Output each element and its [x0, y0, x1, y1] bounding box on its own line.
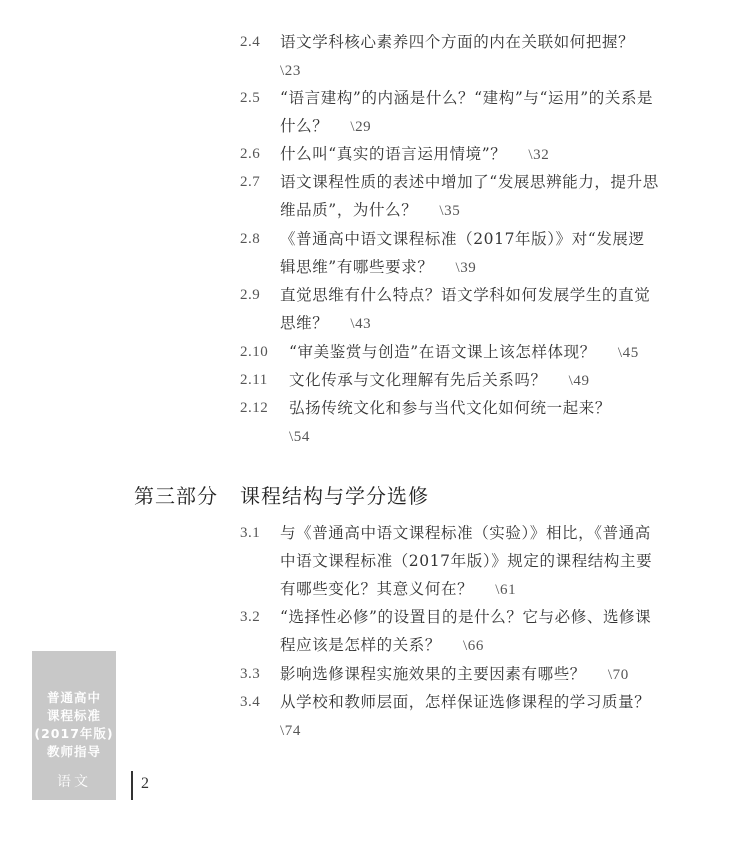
page-number: 2: [141, 775, 149, 792]
series-line: 普通高中: [46, 690, 101, 705]
entry-page: \74: [280, 723, 301, 739]
book-series-tab: [32, 651, 116, 800]
entry-number: 2.7: [240, 174, 261, 190]
entry-page: \29: [350, 119, 372, 135]
series-line: 课程标准: [46, 708, 101, 723]
toc-entry-3-4[interactable]: [240, 688, 660, 745]
entry-number: 3.4: [240, 694, 261, 710]
page-number-divider: [131, 771, 133, 800]
entry-title: “选择性必修”的设置目的是什么？它与必修、选修课程应该是怎样的关系？: [280, 608, 652, 654]
entry-title: 语文课程性质的表述中增加了“发展思辨能力，提升思维品质”，为什么？: [280, 173, 659, 219]
toc-entry-2-7[interactable]: [240, 168, 660, 225]
entry-page: \61: [495, 582, 517, 598]
entry-page: \43: [350, 316, 372, 332]
entry-title: “审美鉴赏与创造”在语文课上该怎样体现？: [289, 343, 596, 361]
series-line: (2017年版): [34, 726, 114, 741]
toc-entry-3-2[interactable]: [240, 603, 660, 660]
entry-title: 与《普通高中语文课程标准（实验）》相比，《普通高中语文课程标准（2017年版）》规定的课程结构主要有哪些变化？其意义何在？: [280, 524, 653, 598]
entry-title: “语言建构”的内涵是什么？“建构”与“运用”的关系是什么？: [280, 89, 654, 135]
subject-label: 语文: [57, 774, 91, 790]
entry-number: 3.2: [240, 609, 261, 625]
entry-number: 3.1: [240, 525, 261, 541]
toc-entry-2-4[interactable]: [240, 28, 660, 85]
toc-entry-2-12[interactable]: [240, 394, 660, 451]
entry-page: \32: [528, 147, 550, 163]
entry-page: \66: [463, 638, 484, 654]
toc-entry-2-8[interactable]: [240, 225, 660, 282]
toc-entry-2-10[interactable]: [240, 338, 660, 367]
entry-page: \45: [617, 345, 639, 361]
entry-page: \35: [439, 203, 461, 219]
part-three-heading: [134, 480, 429, 509]
toc-entry-3-3[interactable]: [240, 660, 660, 689]
entry-page: \39: [455, 260, 477, 276]
entry-number: 2.5: [240, 90, 261, 106]
entry-number: 2.6: [240, 146, 261, 162]
part-title: 课程结构与学分选修: [240, 484, 429, 508]
entry-number: 2.4: [240, 34, 261, 50]
entry-title: 什么叫“真实的语言运用情境”？: [280, 145, 507, 163]
entry-number: 3.3: [240, 666, 261, 682]
entry-number: 2.8: [240, 231, 261, 247]
series-line: 教师指导: [46, 744, 101, 759]
entry-number: 2.10: [240, 344, 269, 360]
series-label: [32, 689, 116, 761]
toc-entry-2-6[interactable]: [240, 140, 660, 169]
entry-title: 弘扬传统文化和参与当代文化如何统一起来？: [289, 399, 612, 417]
entry-title: 《普通高中语文课程标准（2017年版）》对“发展逻辑思维”有哪些要求？: [280, 230, 645, 276]
entry-page: \49: [568, 373, 590, 389]
entry-number: 2.9: [240, 287, 261, 303]
toc-entry-2-5[interactable]: [240, 84, 660, 141]
toc-entry-2-11[interactable]: [240, 366, 660, 395]
part-label: 第三部分: [134, 484, 218, 508]
entry-page: \70: [607, 667, 629, 683]
entry-title: 影响选修课程实施效果的主要因素有哪些？: [280, 665, 586, 683]
toc-entry-2-9[interactable]: [240, 281, 660, 338]
entry-title: 从学校和教师层面，怎样保证选修课程的学习质量？: [280, 693, 651, 711]
entry-number: 2.11: [240, 372, 268, 388]
entry-page: \23: [280, 63, 301, 79]
entry-number: 2.12: [240, 400, 269, 416]
entry-title: 文化传承与文化理解有先后关系吗？: [289, 371, 547, 389]
entry-title: 直觉思维有什么特点？语文学科如何发展学生的直觉思维？: [280, 286, 651, 332]
toc-entry-3-1[interactable]: [240, 519, 660, 604]
entry-page: \54: [289, 429, 310, 445]
entry-title: 语文学科核心素养四个方面的内在关联如何把握？: [280, 33, 635, 51]
